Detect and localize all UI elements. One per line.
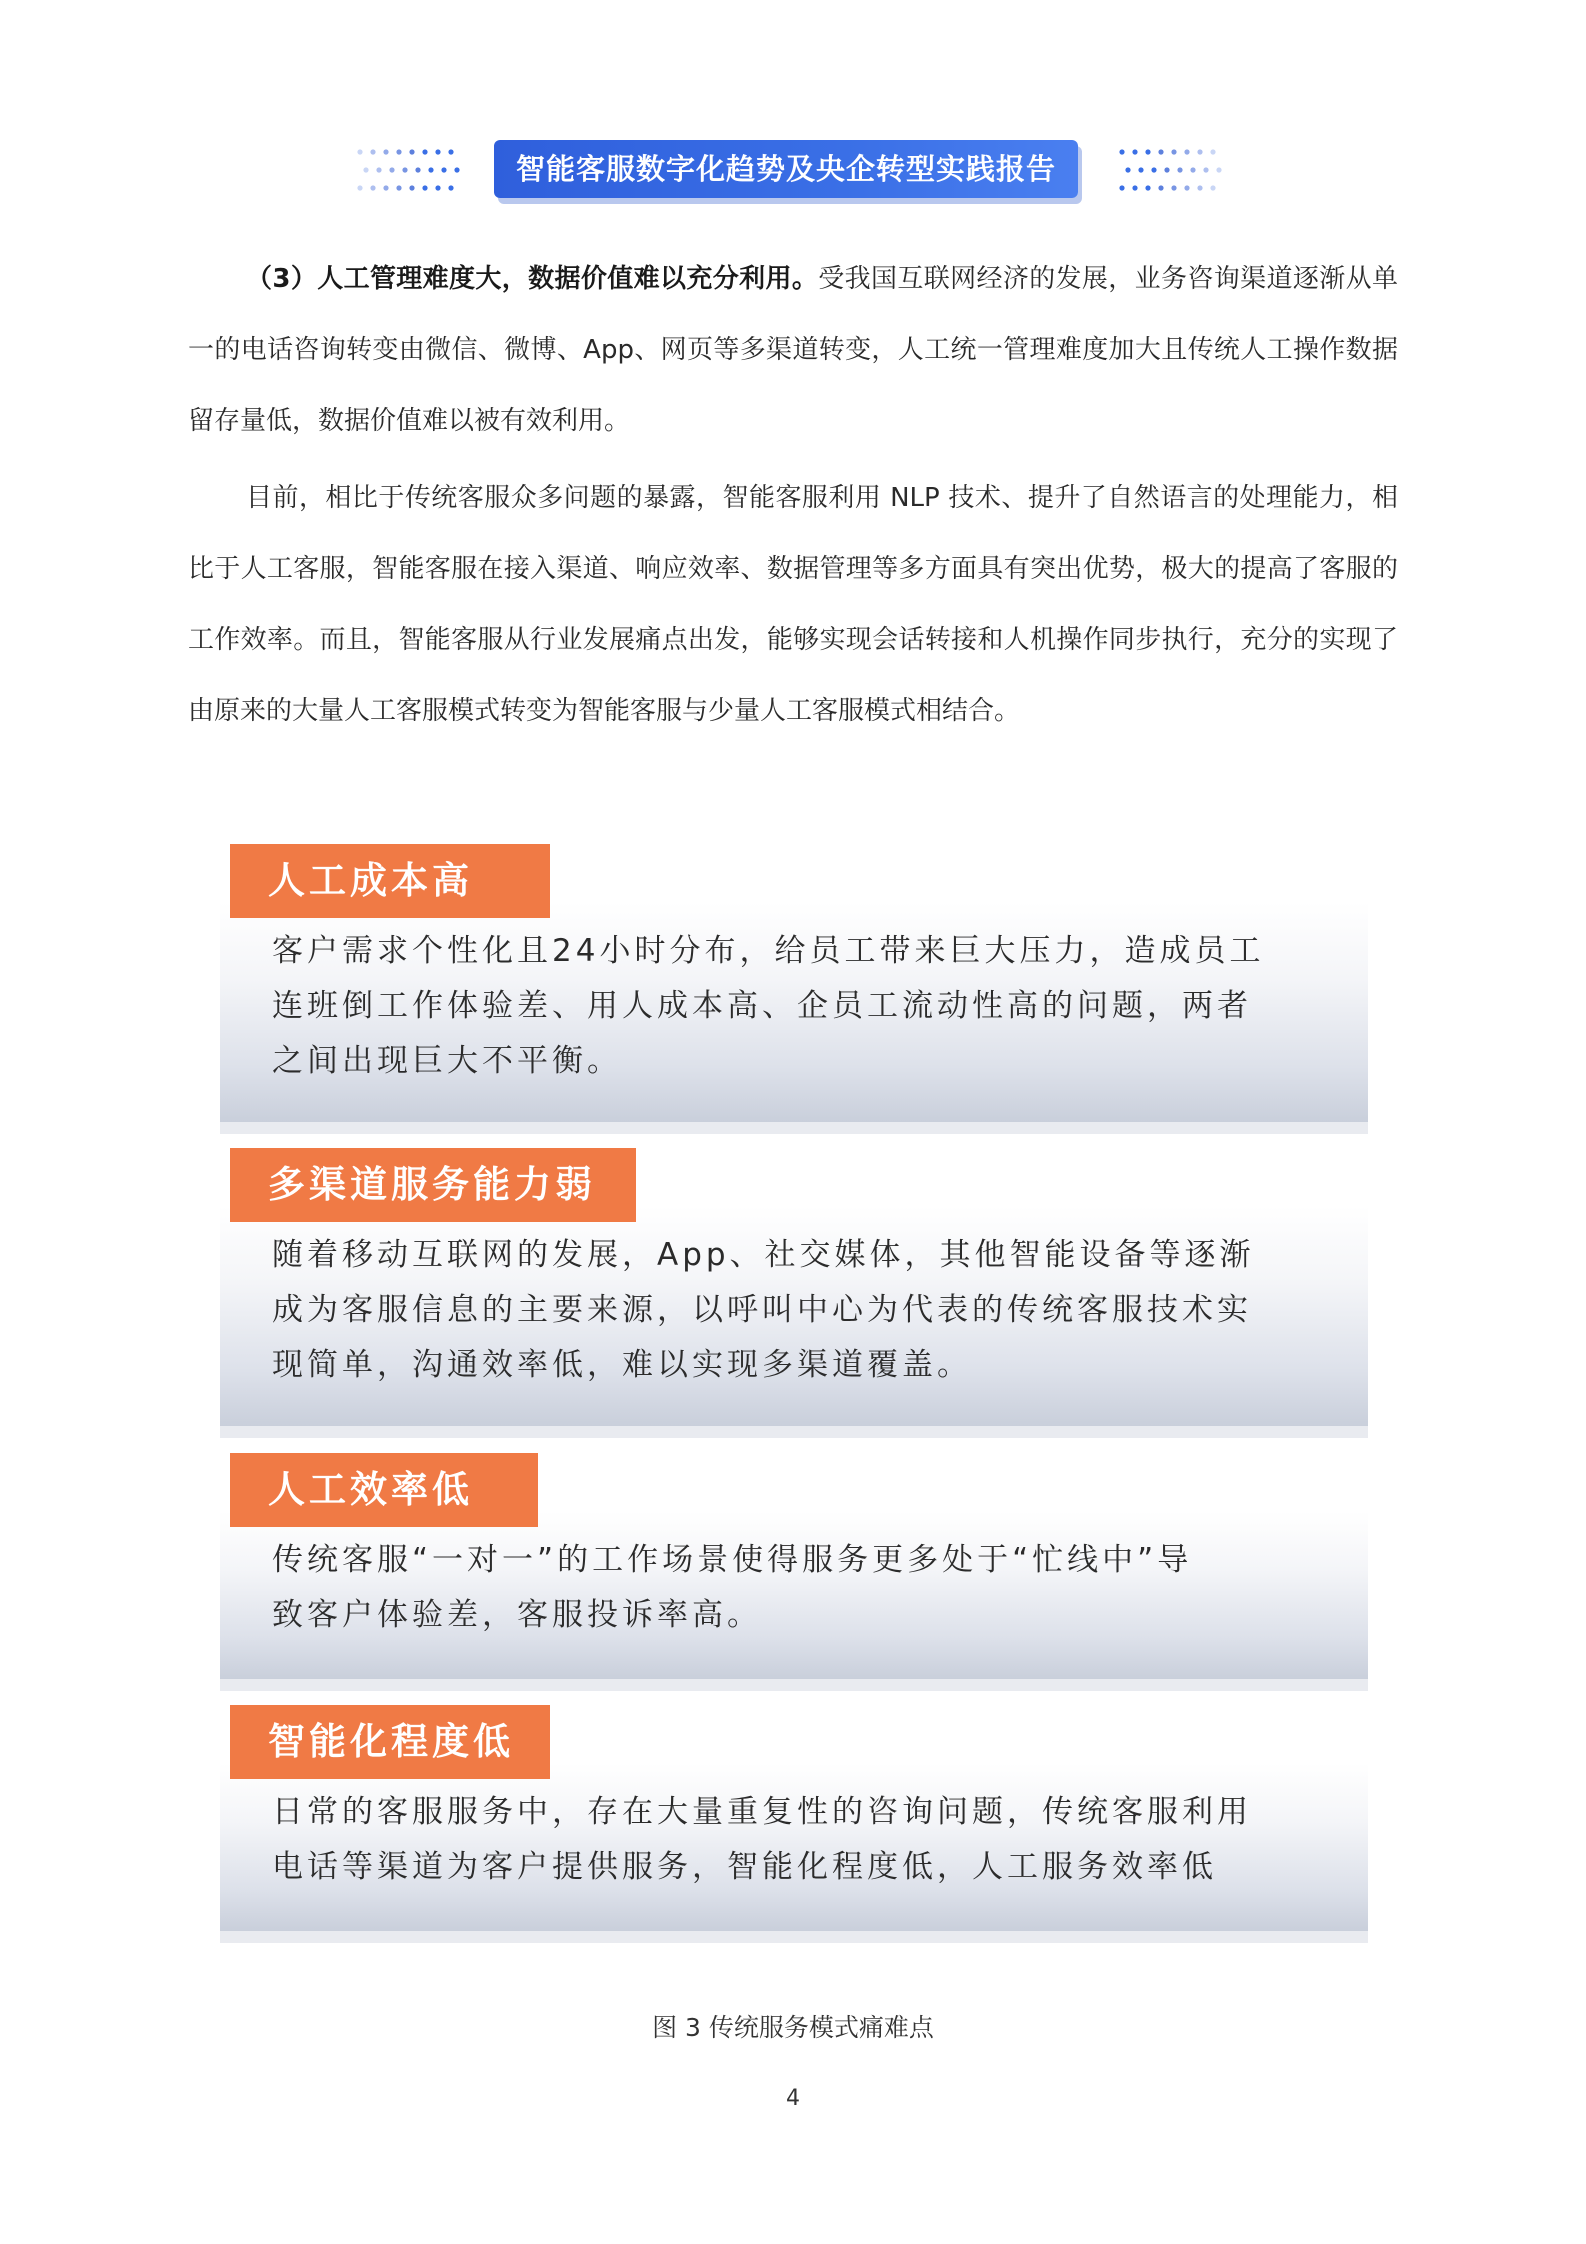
paragraph-body: 受我国互联网经济的发展，业务咨询渠道逐渐从单一的电话咨询转变由微信、微博、App、网页等多渠道转变，人工统一管理难度加大且传统人工操作数据留存量低，数据价值难以被有效利用。 — [188, 264, 1398, 436]
figure-caption: 图 3 传统服务模式痛难点 — [652, 2013, 934, 2042]
description-line: 电话等渠道为客户提供服务，智能化程度低，人工服务效率低 — [272, 1849, 1217, 1885]
description-line: 现简单，沟通效率低，难以实现多渠道覆盖。 — [272, 1347, 972, 1383]
paragraph-intelligent-service: 目前，相比于传统客服众多问题的暴露，智能客服利用 NLP 技术、提升了自然语言的处理能力，相比于人工客服，智能客服在接入渠道、响应效率、数据管理等多方面具有突出优势，极大的提高了客服的工作效率。而且，智能客服从行业发展痛点出发，能够实现会话转接和人机操作同步执行，充分的实现了由原来的大量人工客服模式转变为智能客服与少量人工客服模式相结合。 — [188, 483, 1398, 726]
pain-point-tag: 人工效率低 — [230, 1453, 538, 1527]
pain-point-card — [220, 1705, 1368, 1943]
page-header — [0, 138, 1586, 202]
pain-point-card-body — [220, 1206, 1368, 1438]
pain-point-description — [272, 902, 1320, 1089]
pain-point-card-body — [220, 902, 1368, 1134]
pain-point-description — [272, 1763, 1320, 1895]
report-title: 智能客服数字化趋势及央企转型实践报告 — [494, 140, 1078, 198]
pain-point-card — [220, 844, 1368, 1134]
pain-point-card — [220, 1148, 1368, 1438]
description-line: 致客户体验差，客服投诉率高。 — [272, 1597, 762, 1633]
decorative-dots-left-icon — [356, 146, 466, 194]
pain-point-description — [272, 1206, 1320, 1393]
description-line: 之间出现巨大不平衡。 — [272, 1043, 622, 1079]
paragraph-management-difficulty — [188, 244, 1398, 457]
page-number: 4 — [786, 2086, 800, 2111]
pain-point-card-body — [220, 1511, 1368, 1691]
paragraph-lead: （3）人工管理难度大，数据价值难以充分利用。 — [246, 264, 819, 294]
decorative-dots-right-icon — [1118, 146, 1228, 194]
pain-point-tag: 智能化程度低 — [230, 1705, 550, 1779]
pain-point-description — [272, 1511, 1320, 1643]
description-line: 日常的客服服务中，存在大量重复性的咨询问题，传统客服利用 — [272, 1794, 1252, 1830]
pain-point-card — [220, 1453, 1368, 1691]
description-line: 连班倒工作体验差、用人成本高、企员工流动性高的问题，两者 — [272, 988, 1252, 1024]
description-line: 客户需求个性化且24小时分布，给员工带来巨大压力，造成员工 — [272, 933, 1265, 969]
pain-point-tag: 多渠道服务能力弱 — [230, 1148, 636, 1222]
description-line: 成为客服信息的主要来源，以呼叫中心为代表的传统客服技术实 — [272, 1292, 1252, 1328]
description-line: 随着移动互联网的发展，App、社交媒体，其他智能设备等逐渐 — [272, 1237, 1255, 1273]
description-line: 传统客服“一对一”的工作场景使得服务更多处于“忙线中”导 — [272, 1542, 1193, 1578]
pain-point-card-body — [220, 1763, 1368, 1943]
pain-point-tag: 人工成本高 — [230, 844, 550, 918]
